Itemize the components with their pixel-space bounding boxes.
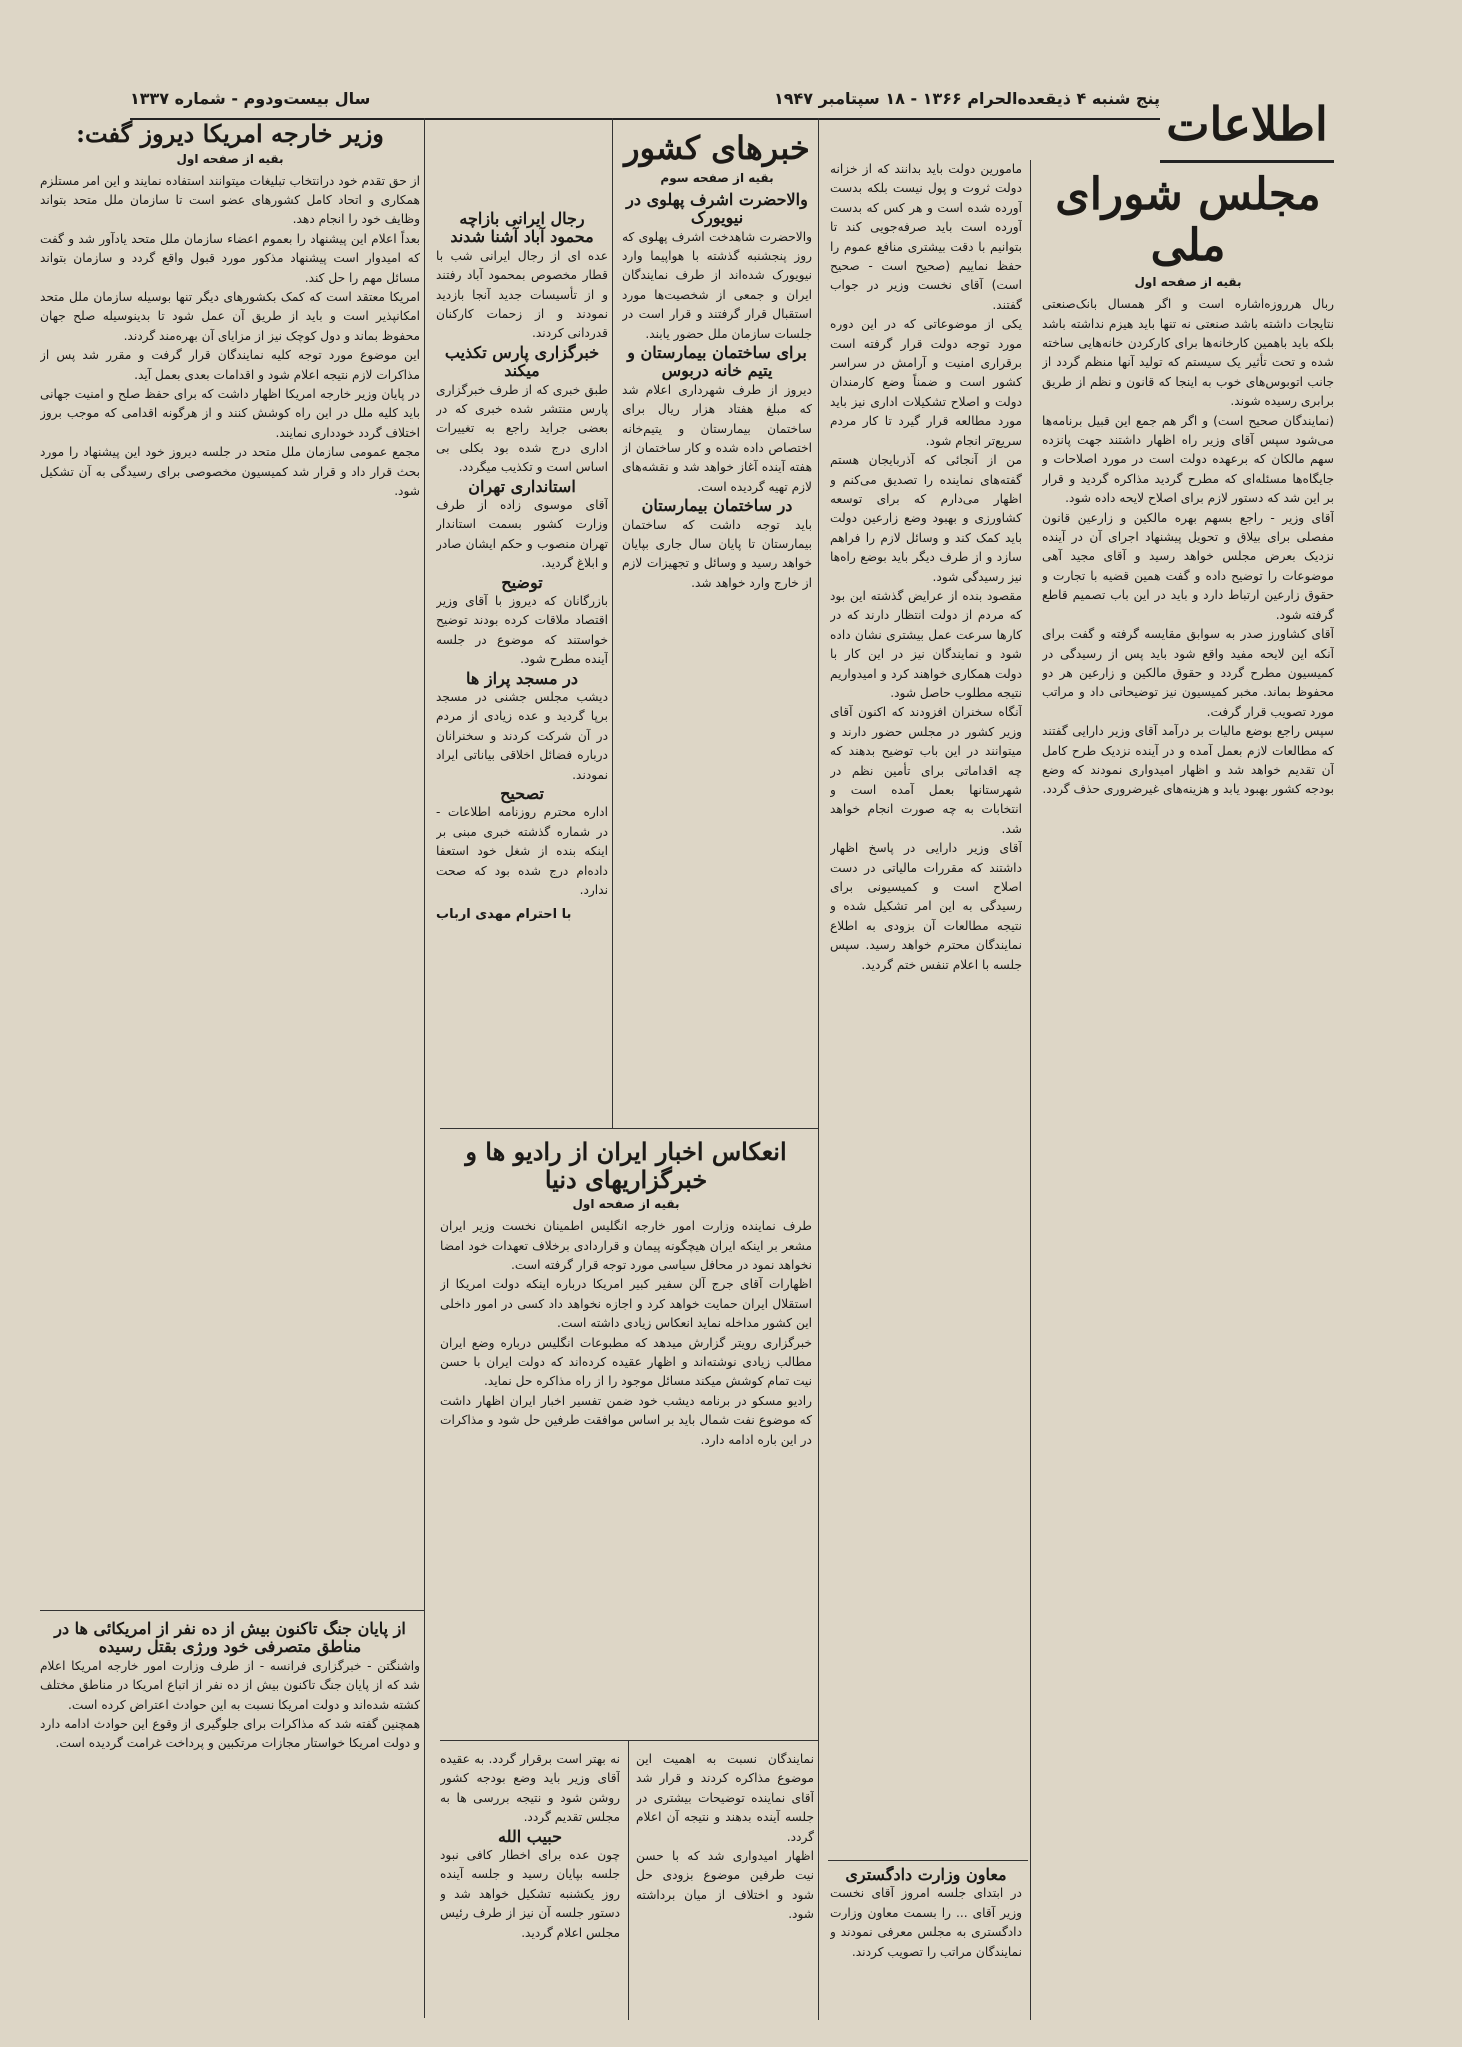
paragraph: چون عده برای اخطار کافی نبود جلسه بپایان رسید و جلسه آینده روز یکشنبه تشکیل خواهد شد و دستور جلسه آن نیز از طرف رئیس مجلس اعلام گردید.	[440, 1848, 620, 1940]
headline-country-news: خبرهای کشور	[624, 130, 810, 167]
masthead-logo: اطلاعات	[1166, 97, 1328, 151]
paragraph: بازرگانان که دیروز با آقای وزیر اقتصاد ملاقات کرده بودند توضیح خواستند که موضوع در جلسه آینده مطرح شود.	[436, 594, 608, 667]
paragraph: امریکا معتقد است که کمک بکشورهای دیگر تنها بوسیله سازمان ملل متحد امکانپذیر است و باید از طریق آن عمل شود تا بدینوسیله صلح جهان محفوظ بماند و دول کوچک نیز از مزایای آن بهره‌مند گردند.	[40, 290, 420, 343]
article-us-foreign-minister	[40, 120, 420, 1600]
article-majlis-continued	[830, 160, 1022, 1850]
paragraph: اداره محترم روزنامه اطلاعات - در شماره گذشته خبری مبنی بر اینکه بنده از شغل خود استعفا داده‌ام درج شده بود که صحت ندارد.	[436, 805, 608, 898]
article-country-news	[622, 130, 812, 1120]
paragraph: آنگاه سخنران افزودند که اکنون آقای وزیر کشور در مجلس حضور دارند و میتوانند در این باب توضیح بدهند که چه اقداماتی برای تأمین نظم در شهرستانها بعمل آمده است و انتخابات به چه صورت انجام خواهد شد.	[830, 705, 1022, 836]
section-rule	[440, 1740, 818, 1741]
headline-justice-deputy: معاون وزارت دادگستری	[845, 1866, 1007, 1884]
article-short-news	[436, 210, 608, 1122]
paragraph: بعداً اعلام این پیشنهاد را بعموم اعضاء سازمان ملل متحد یادآور شد و گفت که امیدوار است پیشنهاد مذکور مورد قبول واقع گردد و سازمان بتواند مسائل مهم را حل کند.	[40, 231, 420, 285]
paragraph: اظهارات آقای جرج آلن سفیر کبیر امریکا درباره اینکه دولت امریکا از استقلال ایران حمایت خواهد کرد و اجازه نخواهد داد کسی در امور داخلی این کشور مداخله نماید انعکاس زیادی داشته است.	[440, 1277, 812, 1331]
article-majlis	[1042, 170, 1334, 2020]
headline-majlis: مجلس شورای ملی	[1055, 170, 1321, 271]
subheadline: در ساختمان بیمارستان	[641, 496, 793, 516]
article-session-notes	[636, 1750, 814, 2020]
subheadline: برای ساختمان بیمارستان و یتیم خانه دربوس	[627, 343, 807, 381]
paragraph: آقای موسوی زاده از طرف وزارت کشور بسمت استاندار تهران منصوب و حکم ایشان صادر و ابلاغ گردید.	[436, 498, 608, 571]
paragraph: عده ای از رجال ایرانی شب با قطار مخصوص بمحمود آباد رفتند و از تأسیسات جدید آنجا بازدید نمودند و از زحمات کارکنان قدردانی کردند.	[436, 248, 608, 341]
paragraph: طرف نماینده وزارت امور خارجه انگلیس اطمینان نخست وزیر ایران مشعر بر اینکه ایران هیچگونه پیمان و قراردادی برخلاف تعهدات خود امضا نخواهد نمود در محافل سیاسی مورد توجه قرار گرفته است.	[440, 1219, 812, 1272]
subheadline: تصحیح	[500, 784, 544, 804]
subheadline: والاحضرت اشرف پهلوی در نیویورک	[626, 189, 808, 228]
continued-label: بقیه از صفحه اول	[1134, 275, 1242, 290]
headline-radio-reflection: انعکاس اخبار ایران از رادیو ها و خبرگزاریهای دنیا	[465, 1138, 787, 1194]
headline-us-foreign-minister: وزیر خارجه امریکا دیروز گفت:	[76, 120, 384, 148]
section-rule	[828, 1860, 1028, 1861]
paragraph: سپس راجع بوضع مالیات بر درآمد آقای وزیر دارایی گفتند که مطالعات لازم بعمل آمده و در آینده نزدیک طرح کامل آن تقدیم خواهد شد و اظهار امیدواری نمودند که وضع بودجه کشور بهبود یابد و هزینه‌های غیرضروری حذف گردد.	[1042, 724, 1334, 797]
subheadline: رجال ایرانی بازاچه محمود آباد آشنا شدند	[450, 210, 594, 247]
signature: با احترام مهدی ارباب	[436, 906, 572, 922]
paragraph: رادیو مسکو در برنامه دیشب خود ضمن تفسیر اخبار ایران اظهار داشت که موضوع نفت شمال باید بر اساس موافقت طرفین حل شود و مذاکرات در این باره ادامه دارد.	[440, 1393, 812, 1447]
paragraph: مقصود بنده از عرایض گذشته این بود که مردم از دولت انتظار دارند که در کارها سرعت عمل بیشتری نشان داده شود و نمایندگان نیز در این کار با دولت همکاری خواهند کرد و امیدواریم نتیجه مطلوب حاصل شود.	[830, 588, 1022, 700]
masthead-rule	[1160, 160, 1334, 163]
continued-label: بقیه از صفحه اول	[572, 1197, 680, 1212]
paragraph: در ابتدای جلسه امروز آقای نخست وزیر آقای ... را بسمت معاون وزارت دادگستری به مجلس معرفی نمودند و نمایندگان مراتب را تصویب کردند.	[830, 1886, 1022, 1959]
paragraph: اظهار امیدواری شد که با حسن نیت طرفین موضوع بزودی حل شود و اختلاف از میان برداشته شود.	[636, 1849, 814, 1922]
article-americans-killed	[40, 1620, 420, 2020]
paragraph: نمایندگان نسبت به اهمیت این موضوع مذاکره کردند و قرار شد آقای نماینده توضیحات بیشتری در جلسه آینده بدهند و نتیجه آن اعلام گردد.	[636, 1752, 814, 1844]
paragraph: واشنگتن - خبرگزاری فرانسه - از طرف وزارت امور خارجه امریکا اعلام شد که از پایان جنگ تاکنون بیش از ده نفر از اتباع امریکا در مناطق مختلف کشته شده‌اند و دولت امریکا نسبت به این حوادث اعتراض کرده است.	[40, 1658, 420, 1712]
paragraph: از حق تقدم خود درانتخاب تبلیغات میتوانند استفاده نمایند و این امر مستلزم همکاری و اتحاد کامل کشورهای عضو است تا سازمان ملل متحد بتواند وظایف خود را انجام دهد.	[40, 173, 420, 227]
paragraph: مامورین دولت باید بدانند که از خزانه دولت ثروت و پول نیست بلکه بدست آورده شده است و هر کس که بدست آورده است باید صرفه‌جویی کند تا بتوانیم با دقت بیشتری منافع عموم را حفظ نماییم (صحیح است - صحیح است) آقای نخست وزیر در جواب گفتند.	[830, 162, 1022, 312]
date-line: پنج شنبه ۴ ذیقعده‌الحرام ۱۳۶۶ - ۱۸ سپتامبر ۱۹۴۷	[773, 88, 1160, 108]
paragraph: دیشب مجلس جشنی در مسجد برپا گردید و عده زیادی از مردم در آن شرکت کردند و سخنرانان درباره فضائل اخلاقی بیاناتی ایراد نمودند.	[436, 690, 608, 782]
section-rule	[440, 1128, 818, 1129]
paragraph: همچنین گفته شد که مذاکرات برای جلوگیری از وقوع این حوادث ادامه دارد و دولت امریکا خواستار مجازات مرتکبین و پرداخت غرامت گردیده است.	[40, 1717, 420, 1751]
paragraph: من از آنجائی که آذربایجان هستم گفته‌های نماینده را تصدیق می‌کنم و اظهار می‌دارم که برای توسعه کشاورزی و بهبود وضع زارعین دولت باید کمک کند و وسائل لازم را فراهم سازد و از طرف دیگر باید بوضع راه‌ها نیز رسیدگی شود.	[830, 453, 1022, 584]
paragraph: یکی از موضوعاتی که در این دوره مورد توجه دولت قرار گرفته است برقراری امنیت و آرامش در سراسر کشور است و ضمناً وضع کارمندان دولت و اصلاح تشکیلات اداری نیز باید مورد مطالعه قرار گیرد تا کار مردم سریع‌تر انجام شود.	[830, 317, 1022, 448]
paragraph: خبرگزاری رویتر گزارش میدهد که مطبوعات انگلیس درباره وضع ایران مطالب زیادی نوشته‌اند و اظهار عقیده کرده‌اند که دولت ایران با حسن نیت تمام کوشش میکند مسائل موجود را از راه مذاکره حل نماید.	[440, 1335, 812, 1389]
paragraph: والاحضرت شاهدخت اشرف پهلوی که روز پنجشنبه گذشته با هواپیما وارد نیویورک شده‌اند از طرف نمایندگان ایران و جمعی از شخصیت‌ها مورد استقبال قرار گرفتند و قرار است در جلسات سازمان ملل حضور یابند.	[622, 229, 812, 341]
paragraph: مجمع عمومی سازمان ملل متحد در جلسه دیروز خود این پیشنهاد را مورد بحث قرار داد و قرار شد کمیسیون مخصوصی برای رسیدگی به آن تشکیل شود.	[40, 445, 420, 499]
paragraph: نه بهتر است برقرار گردد. به عقیده آقای وزیر باید وضع بودجه کشور روشن شود و نتیجه بررسی ها به مجلس تقدیم گردد.	[440, 1752, 620, 1825]
paragraph: ربال هرروزه‌اشاره است و اگر همسال بانک‌صنعتی نتایجات داشته باشد صنعتی نه تنها باید هیزم نداشته باشد بلکه باید باهمین کارخانه‌ها برای کارکردن خانه‌هایی ساخته شده و تحت تأثیر یک سیستم که تولید آنها منظم گردد از جانب اتوبوس‌های خوب به اینجا که قانون و نظم از طریق برابری رسیده شوند.	[1042, 297, 1334, 409]
subheadline: خبرگزاری پارس تکذیب میکند	[444, 342, 600, 381]
column-rule	[1030, 160, 1031, 2020]
subheadline: در مسجد پراز ها	[466, 668, 578, 688]
article-session-end	[440, 1750, 620, 2020]
page-header	[130, 78, 1160, 120]
paragraph: آقای وزیر - راجع بسهم بهره مالکین و زارعین قانون مفصلی برای بیلاق و تحویل پیشنهاد اجرای آن در آینده نزدیک بعرض مجلس خواهد رسید و آقای مجید آهی موضوعات را توضیح داده و گفت همین قضیه با تجارت و حقوق زارعین ارتباط دارد و باید در این باب تصمیم قاطع گرفته شود.	[1042, 510, 1334, 622]
paragraph: (نمایندگان صحیح است) و اگر هم جمع این قبیل برنامه‌ها می‌شود سپس آقای وزیر راه اظهار داشتند جهت پانزده سهم مالکان که برعهده دولت است در مورد اصلاحات و جایگاه‌ها مسئله‌ای که مطرح گردید مذاکره گردید و قرار بر این شد که دستور لازم برای اصلاح لایحه داده شود.	[1042, 413, 1334, 506]
paragraph: آقای وزیر دارایی در پاسخ اظهار داشتند که مقررات مالیاتی در دست اصلاح است و کمیسیونی برای رسیدگی به این امر تشکیل شده و نتیجه مطالعات آن بزودی به اطلاع نمایندگان محترم خواهد رسید. سپس جلسه با اعلام تنفس ختم گردید.	[830, 841, 1022, 972]
headline-americans-killed: از پایان جنگ تاکنون بیش از ده نفر از امریکائی ها در مناطق متصرفی خود ورژی بقتل رسیده	[54, 1620, 406, 1657]
subheadline: حبیب الله	[497, 1826, 563, 1846]
column-rule	[628, 1740, 629, 2020]
section-rule	[40, 1610, 424, 1611]
column-rule	[818, 118, 819, 2020]
subheadline: استانداری تهران	[468, 476, 576, 496]
paragraph: این موضوع مورد توجه کلیه نمایندگان قرار گرفت و مقرر شد پس از مذاکرات لازم نتیجه اعلام شود و اقدامات بعدی بعمل آید.	[40, 348, 420, 382]
paragraph: آقای کشاورز صدر به سوابق مقایسه گرفته و گفت برای آنکه این لایحه مفید واقع شود باید پس از رسیدگی در کمیسیون مطرح گردد و حقوق مالکین و زارعین هر دو محفوظ بماند. مخبر کمیسیون نیز توضیحاتی داد و مراتب مورد تصویب قرار گرفت.	[1042, 627, 1334, 719]
paragraph: طبق خبری که از طرف خبرگزاری پارس منتشر شده خبری که در بعضی جراید راجع به تغییرات اداری درج شده بود بکلی بی اساس است و تکذیب میگردد.	[436, 382, 608, 475]
paragraph: در پایان وزیر خارجه امریکا اظهار داشت که برای حفظ صلح و امنیت جهانی باید کلیه ملل در این راه کوشش کنند و از هرگونه اقدامی که موجب بروز اختلاف گردد خودداری نمایند.	[40, 387, 420, 440]
subheadline: توضیح	[501, 572, 543, 592]
article-radio-reflection	[440, 1138, 812, 1734]
column-rule	[612, 118, 613, 1128]
continued-label: بقیه از صفحه سوم	[660, 170, 774, 185]
issue-line: سال بیست‌ودوم - شماره ۱۳۳۷	[130, 88, 371, 108]
paragraph: باید توجه داشت که ساختمان بیمارستان تا پایان سال جاری بپایان خواهد رسید و وسائل و تجهیزات لازم از خارج وارد خواهد شد.	[622, 517, 812, 590]
continued-label: بقیه از صفحه اول	[176, 151, 284, 166]
article-justice-deputy	[830, 1866, 1022, 2020]
column-rule	[424, 118, 425, 2018]
paragraph: دیروز از طرف شهرداری اعلام شد که مبلغ هفتاد هزار ریال برای ساختمان بیمارستان و یتیم‌خانه اختصاص داده شده و کار ساختمان از هفته آینده آغاز خواهد شد و نقشه‌های لازم تهیه گردیده است.	[622, 382, 812, 494]
